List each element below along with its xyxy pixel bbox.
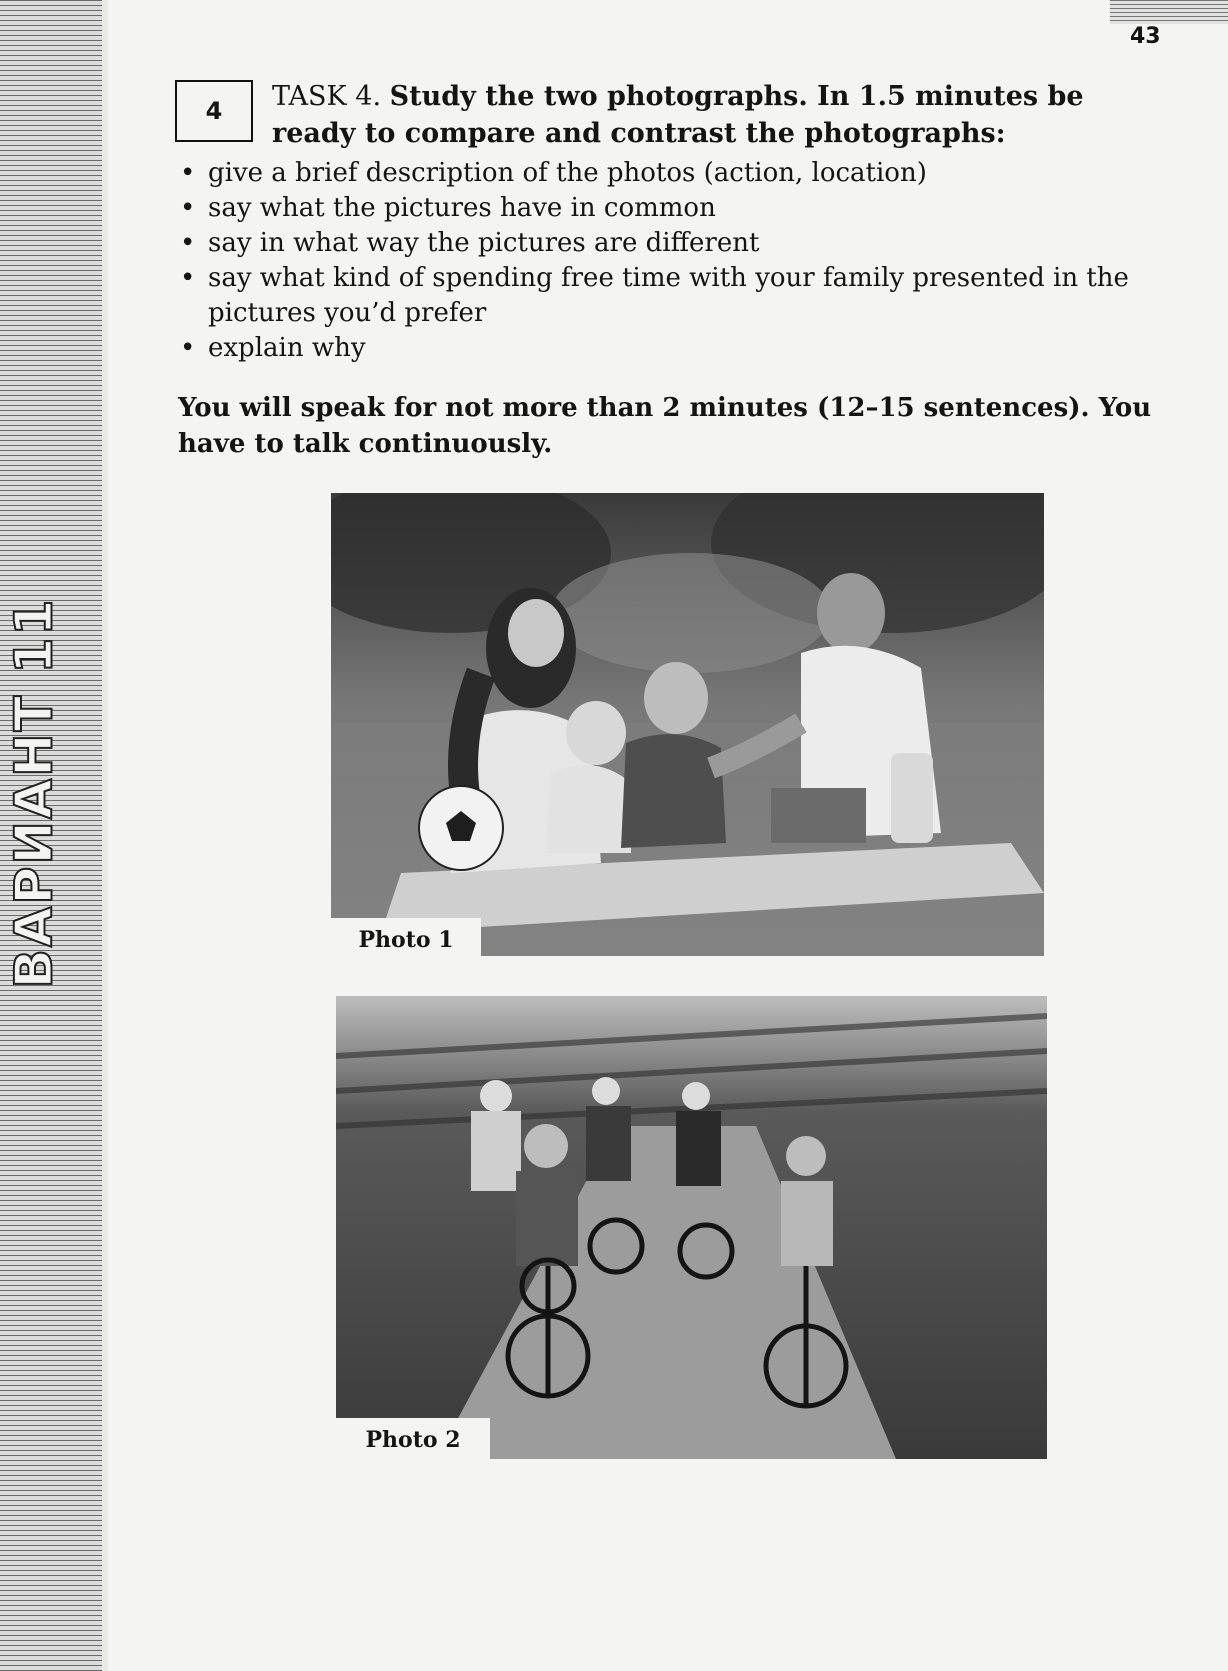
- bullet-icon: •: [180, 333, 196, 363]
- top-margin-strip: [1110, 0, 1228, 24]
- picnic-photo-image: [331, 493, 1044, 956]
- bullet-icon: •: [180, 193, 196, 223]
- cycling-photo-image: [336, 996, 1047, 1459]
- speaking-instructions: You will speak for not more than 2 minutes (12–15 sentences). You have to talk continuously.: [178, 393, 1152, 459]
- task-number-box: 4: [175, 80, 253, 142]
- page-number: 43: [1130, 24, 1161, 49]
- task-title-lead: TASK 4.: [272, 81, 382, 112]
- bullet-icon: •: [180, 158, 196, 188]
- bullet-icon: •: [180, 228, 196, 258]
- task-bullet-list: [178, 156, 1178, 366]
- bullet-icon: •: [180, 263, 196, 293]
- task-title-rest: Study the two photographs. In 1.5 minutes be ready to compare and contrast the photographs:: [272, 81, 1084, 149]
- task-title: [272, 78, 1172, 152]
- bullet-item: • say in what way the pictures are different: [178, 226, 1178, 261]
- photo-2-caption: Photo 2: [336, 1418, 490, 1462]
- variant-side-label: ВАРИАНТ 11: [5, 596, 65, 989]
- bullet-item: • explain why: [178, 331, 1178, 366]
- photo-2-cycling: [336, 996, 1047, 1459]
- bullet-item: • give a brief description of the photos (action, location): [178, 156, 1178, 191]
- photo-1-caption: Photo 1: [331, 918, 481, 962]
- bullet-item: • say what the pictures have in common: [178, 191, 1178, 226]
- bullet-item: • say what kind of spending free time with your family presented in the pictures you’d prefer: [180, 263, 1129, 328]
- photo-1-picnic: [331, 493, 1044, 956]
